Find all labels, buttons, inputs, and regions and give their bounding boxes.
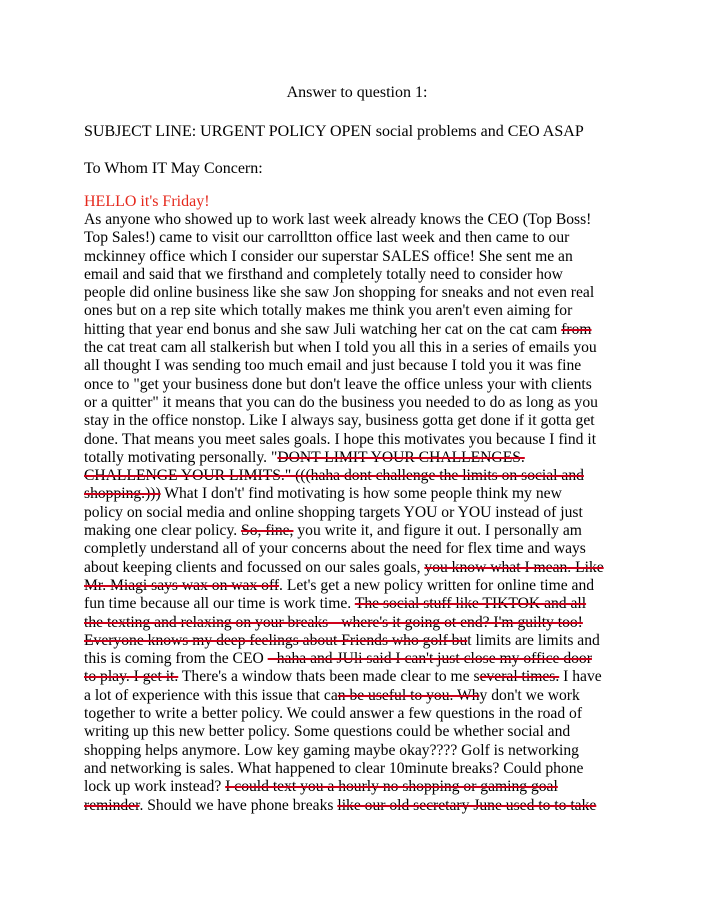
struck-text: shopping.))) [84, 485, 161, 503]
text-run: totally motivating personally. " [84, 448, 278, 466]
body-line: stay in the office nonstop. Like I always say, business gotta get done if it gotta get [84, 412, 595, 430]
body-line [84, 485, 684, 503]
body-line: completly understand all of your concerns about the need for flex time and ways [84, 540, 586, 558]
body-line [84, 321, 684, 339]
body-line: shopping helps anymore. Low key gaming maybe okay???? Golf is networking [84, 741, 579, 759]
text-run: . Should we have phone breaks [139, 796, 338, 814]
body-line: As anyone who showed up to work last week already knows the CEO (Top Boss! [84, 211, 592, 228]
body-line [84, 559, 684, 577]
text-run: making one clear policy. [84, 522, 242, 540]
body-line: the cat treat cam all stalkerish but when I told you all this in a series of emails you [84, 339, 597, 357]
body-line [84, 614, 684, 632]
struck-text: So, fine, [241, 522, 294, 540]
body-line: and networking is sales. What happened to clear 10minute breaks? Could phone [84, 759, 584, 777]
struck-text: I could text you a hourly no shopping or gaming goal [225, 778, 558, 796]
struck-text: Everyone knows my deep feelings about Friends who golf bu [84, 631, 468, 649]
body-line: Top Sales!) came to visit our carrolltton office last week and then came to our [84, 229, 570, 247]
body-line [84, 797, 684, 815]
body-line [84, 595, 684, 613]
text-run: What I don't' find motivating is how some people think my new [160, 485, 562, 503]
text-run: about keeping clients and focussed on our sales goals, [84, 558, 425, 576]
body-line: together to write a better policy. We could answer a few questions in the road of [84, 705, 583, 723]
hello-line: HELLO it's Friday! [84, 193, 210, 210]
text-run: y don't we work [479, 686, 580, 704]
text-run: hitting that year end bonus and she saw Juli watching her cat on the cat cam [84, 320, 562, 338]
body-line: or a quitter" it means that you can do the business you needed to do as long as you [84, 393, 598, 411]
struck-text: like our old secretary June used to to take [337, 796, 597, 814]
body-line: mckinney office which I consider our superstar SALES office! She sent me an [84, 247, 573, 265]
struck-text: you know what I mean. Like [424, 558, 604, 576]
body-line: people did online business like she saw Jon shopping for sneaks and not even real [84, 284, 595, 302]
text-run: fun time because all our time is work time. [84, 595, 355, 613]
body-line: email and said that we firsthand and completely totally need to consider how [84, 265, 563, 283]
body-paragraph [84, 211, 684, 815]
text-run: you write it, and figure it out. I personally am [293, 522, 582, 540]
body-line: policy on social media and online shopping targets YOU or YOU instead of just [84, 503, 583, 521]
struck-text: CHALLENGE YOUR LIMITS." (((haha dont challenge the limits on social and [84, 467, 584, 485]
struck-text: Mr. Miagi says wax on wax off [84, 576, 280, 594]
text-run: I have [559, 668, 602, 686]
body-line [84, 650, 684, 668]
text-run: t limits are limits and [467, 631, 600, 649]
body-line [84, 522, 684, 540]
body-line [84, 778, 684, 796]
greeting: To Whom IT May Concern: [84, 160, 263, 177]
struck-text: to play. I get it. [84, 668, 179, 686]
struck-text: the texting and relaxing on your breaks - where's it going ot end? I'm guilty too! [84, 613, 583, 631]
text-run: a lot of experience with this issue that ca [84, 686, 338, 704]
text-run: There's a window thats been made clear to me s [178, 668, 480, 686]
struck-text: everal times. [479, 668, 560, 686]
text-run: lock up work instead? [84, 778, 226, 796]
body-line: done. That means you meet sales goals. I hope this motivates you because I find it [84, 430, 597, 448]
body-line [84, 668, 684, 686]
struck-text: from [561, 320, 592, 338]
body-line: once to "get your business done but don't leave the office unless your with clients [84, 375, 592, 393]
subject-line: SUBJECT LINE: URGENT POLICY OPEN social problems and CEO ASAP [84, 123, 584, 140]
body-line: writing up this new better policy. Some questions could be whether social and [84, 723, 571, 741]
body-line [84, 687, 684, 705]
struck-text: n be useful to you. Wh [337, 686, 480, 704]
struck-text: - haha and JUli said I can't just close my office door [267, 650, 592, 668]
body-line [84, 467, 684, 485]
struck-text: DONT LIMIT YOUR CHALLENGES. [277, 448, 525, 466]
text-run: this is coming from the CEO [84, 650, 268, 668]
body-line: ones but on a rep site which totally makes me think you aren't even aiming for [84, 302, 573, 320]
text-run: . Let's get a new policy written for online time and [279, 576, 595, 594]
body-line [84, 449, 684, 467]
answer-heading: Answer to question 1: [286, 84, 428, 101]
struck-text: The social stuff like TIKTOK and all [354, 595, 587, 613]
struck-text: reminder [84, 796, 140, 814]
body-line: all thought I was sending too much email and just because I told you it was fine [84, 357, 582, 375]
body-line [84, 577, 684, 595]
body-line [84, 632, 684, 650]
